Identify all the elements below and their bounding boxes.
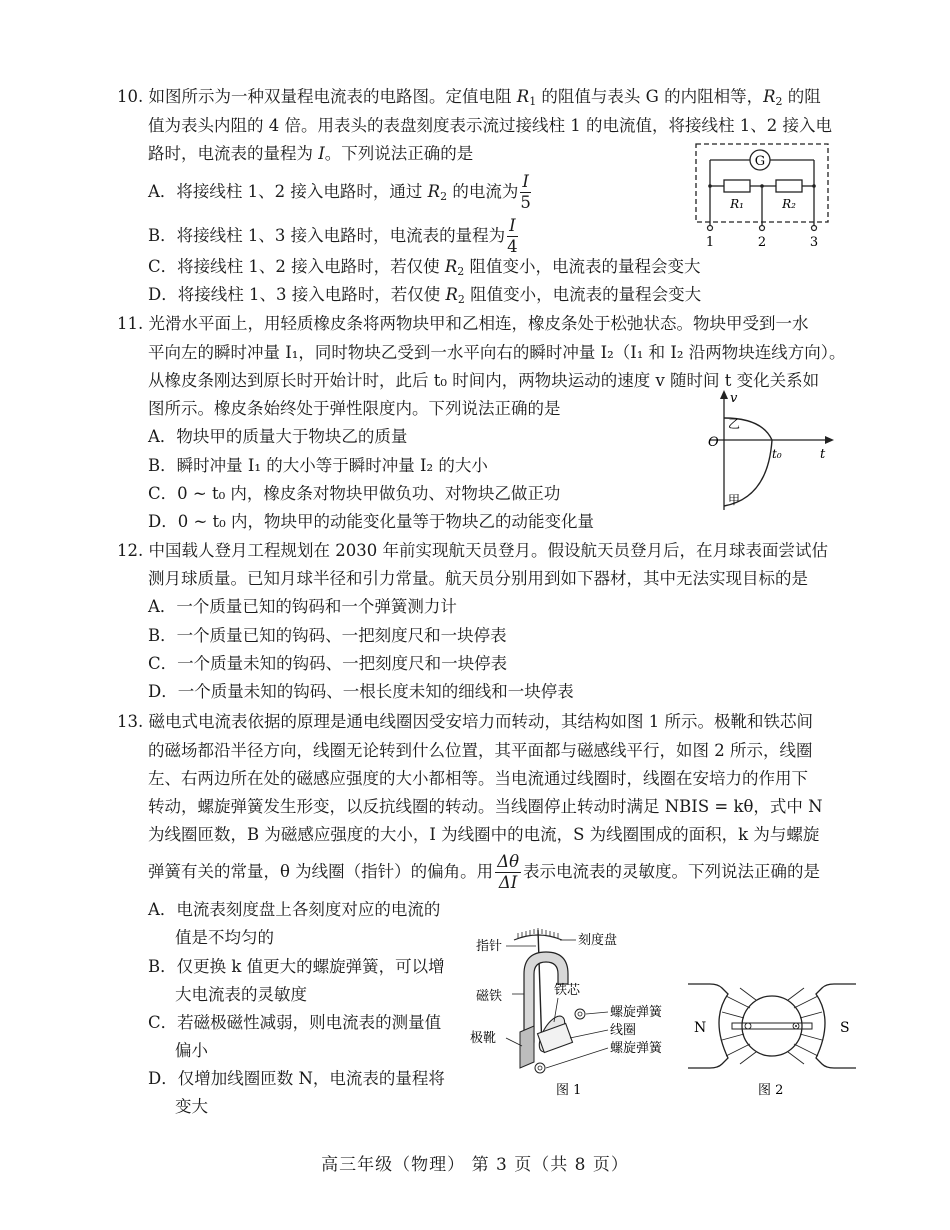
q13-line-3: 左、右两边所在处的磁感应强度的大小都相等。当电流通过线圈时，线圈在安培力的作用下 [148, 769, 808, 788]
q10-option-c: C．将接线柱 1、2 接入电路时，若仅使 $R_2$ 阻值变小，电流表的量程会变大 [148, 257, 701, 278]
pointer-label: 指针 [476, 939, 503, 954]
magnet-label: 磁铁 [476, 989, 503, 1004]
q12-option-a: A．一个质量已知的钩码和一个弹簧测力计 [148, 597, 457, 616]
q12-option-d: D．一个质量未知的钩码、一根长度未知的细线和一块停表 [148, 682, 574, 701]
q11-option-d: D．0 ~ t₀ 内，物块甲的动能变化量等于物块乙的动能变化量 [148, 512, 595, 531]
terminal-2-label: 2 [757, 235, 767, 250]
q11-option-b: B．瞬时冲量 I₁ 的大小等于瞬时冲量 I₂ 的大小 [148, 456, 488, 475]
q13-line-2: 的磁场都沿半径方向，线圈无论转到什么位置，其平面都与磁感线平行，如图 2 所示，线圈 [148, 741, 813, 760]
t0-label: t₀ [772, 447, 782, 461]
resistor-r2 [776, 180, 802, 192]
spring-top-label: 螺旋弹簧 [610, 1005, 663, 1020]
q10-line-2: 值为表头内阻的 4 倍。用表头的表盘刻度表示流过接线柱 1 的电流值，将接线柱 1、2 接入电 [148, 116, 832, 135]
figure-1-caption: 图 1 [556, 1083, 582, 1098]
terminal-3-label: 3 [809, 235, 819, 250]
q11-line-3: 从橡皮条刚达到原长时开始计时，此后 t₀ 时间内，两物块运动的速度 v 随时间 t 变化关系如 [148, 371, 820, 390]
q10-option-a: A．将接线柱 1、2 接入电路时，通过 $R_2$ 的电流为 $\frac{I}{5}$ [148, 172, 531, 212]
q13-line-1: 13. 磁电式电流表依据的原理是通电线圈因受安培力而转动，其结构如图 1 所示。极靴和铁芯间 [117, 712, 813, 731]
v-axis-label: v [730, 391, 738, 406]
s-pole-label: S [840, 1020, 850, 1036]
q11-line-2: 平向左的瞬时冲量 I₁，同时物块乙受到一水平向右的瞬时冲量 I₂（I₁ 和 I₂ 沿两物块连线方向）。 [148, 343, 846, 362]
q11-line-1: 11. 光滑水平面上，用轻质橡皮条将两物块甲和乙相连，橡皮条处于松弛状态。物块甲受到一水 [117, 314, 809, 333]
q13-option-b-line-2: 大电流表的灵敏度 [175, 985, 307, 1004]
q13-figure-1-galvanometer [462, 922, 694, 1100]
terminal-2 [760, 226, 765, 231]
q13-option-c-line-2: 偏小 [175, 1041, 208, 1060]
dial-label: 刻度盘 [578, 933, 618, 948]
q11-number: 11. [117, 314, 144, 333]
q12-line-1: 12. 中国载人登月工程规划在 2030 年前实现航天员登月。假设航天员登月后，在月球表面尝试估 [117, 541, 828, 560]
coil-label: 线圈 [610, 1023, 637, 1038]
spring-top-icon [575, 1009, 585, 1019]
q10-circuit-diagram [690, 140, 840, 252]
coil-bar [732, 1023, 812, 1029]
q12-option-c: C．一个质量未知的钩码、一把刻度尺和一块停表 [148, 654, 508, 673]
r1-label: R₁ [730, 197, 744, 211]
q10-line-1: 10. 如图所示为一种双量程电流表的电路图。定值电阻 $R_1$ 的阻值与表头 G 的内阻相等，$R_2$ 的阻 [117, 87, 821, 108]
q13-option-a-line-2: 值是不均匀的 [175, 928, 274, 947]
figure-2-caption: 图 2 [758, 1083, 784, 1098]
page-footer: 高三年级（物理） 第 3 页（共 8 页） [321, 1155, 629, 1175]
yi-label: 乙 [728, 417, 741, 431]
q13-option-c-line-1: C．若磁极磁性减弱，则电流表的测量值 [148, 1013, 442, 1032]
q10-option-b: B．将接线柱 1、3 接入电路时，电流表的量程为 $\frac{I}{4}$ [148, 216, 518, 256]
q10-line-3: 路时，电流表的量程为 I。下列说法正确的是 [148, 144, 474, 163]
r2-label: R₂ [782, 197, 796, 211]
spring-bottom-icon [535, 1063, 545, 1073]
resistor-r1 [724, 180, 750, 192]
q11-line-4: 图所示。橡皮条始终处于弹性限度内。下列说法正确的是 [148, 399, 561, 418]
jia-label: 甲 [728, 493, 741, 507]
t-axis-label: t [820, 447, 826, 462]
pole-shoe [520, 1026, 534, 1068]
q13-option-d-line-2: 变大 [175, 1097, 208, 1116]
coil-frame [537, 1023, 572, 1052]
q11-option-a: A．物块甲的质量大于物块乙的质量 [148, 427, 408, 446]
q12-option-b: B．一个质量已知的钩码、一把刻度尺和一块停表 [148, 626, 507, 645]
q13-option-b-line-1: B．仅更换 k 值更大的螺旋弹簧，可以增 [148, 957, 445, 976]
terminal-1 [708, 226, 713, 231]
q10-option-d: D．将接线柱 1、3 接入电路时，若仅使 $R_2$ 阻值变小，电流表的量程会变大 [148, 285, 702, 306]
spring-bottom-label: 螺旋弹簧 [610, 1041, 663, 1056]
q13-number: 13. [117, 712, 144, 731]
q12-number: 12. [117, 541, 144, 560]
q11-velocity-time-graph [700, 388, 840, 514]
q10-number: 10. [117, 87, 144, 106]
q13-line-5: 为线圈匝数，B 为磁感应强度的大小，I 为线圈中的电流，S 为线圈围成的面积，k 为与螺旋 [148, 825, 820, 844]
terminal-3 [812, 226, 817, 231]
q13-option-d-line-1: D．仅增加线圈匝数 N，电流表的量程将 [148, 1069, 445, 1088]
q13-figure-2-radial-field [688, 972, 858, 1100]
origin-label: O [708, 435, 719, 450]
pole-shoe-label: 极靴 [470, 1031, 497, 1046]
n-pole-label: N [694, 1020, 707, 1036]
terminal-1-label: 1 [705, 235, 715, 250]
core-label: 铁芯 [554, 983, 581, 998]
q13-option-a-line-1: A．电流表刻度盘上各刻度对应的电流的 [148, 900, 441, 919]
q13-line-4: 转动，螺旋弹簧发生形变，以反抗线圈的转动。当线圈停止转动时满足 NBIS = kθ，式中 N [148, 797, 823, 816]
s-pole-piece [816, 984, 856, 1068]
q13-line-6: 弹簧有关的常量，θ 为线圈（指针）的偏角。用 $\frac{\Delta\theta}{\Delta I}$ 表示电流表的灵敏度。下列说法正确的是 [148, 852, 821, 892]
q11-option-c: C．0 ~ t₀ 内，橡皮条对物块甲做负功、对物块乙做正功 [148, 484, 561, 503]
galvanometer-label: G [754, 154, 766, 169]
q12-line-2: 测月球质量。已知月球半径和引力常量。航天员分别用到如下器材，其中无法实现目标的是 [148, 569, 808, 588]
